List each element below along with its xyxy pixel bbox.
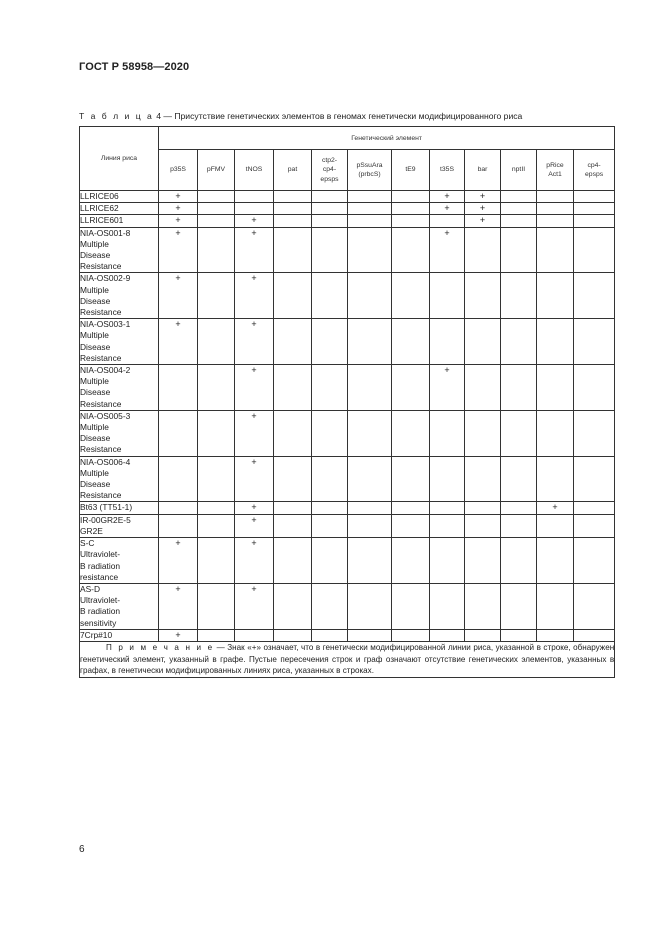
presence-cell bbox=[198, 514, 235, 537]
line-name-cell bbox=[80, 227, 159, 273]
presence-cell bbox=[159, 502, 198, 514]
presence-cell bbox=[198, 215, 235, 227]
element-column-header bbox=[198, 150, 235, 191]
presence-cell bbox=[312, 514, 348, 537]
line-name-text: Disease bbox=[80, 387, 111, 398]
presence-cell: + bbox=[235, 319, 274, 365]
line-name-cell bbox=[80, 203, 159, 215]
presence-cell bbox=[537, 410, 574, 456]
presence-cell bbox=[392, 583, 430, 629]
presence-cell bbox=[537, 227, 574, 273]
genetic-elements-table bbox=[79, 126, 615, 678]
presence-cell bbox=[392, 227, 430, 273]
table-row bbox=[80, 538, 615, 584]
line-name-cell bbox=[80, 514, 159, 537]
line-name-text: Disease bbox=[80, 341, 111, 352]
line-name-text: Multiple bbox=[80, 284, 109, 295]
table-row bbox=[80, 410, 615, 456]
presence-cell bbox=[537, 456, 574, 502]
line-name-text: B radiation bbox=[80, 560, 121, 571]
presence-cell bbox=[537, 583, 574, 629]
presence-cell bbox=[574, 410, 615, 456]
presence-cell bbox=[501, 538, 537, 584]
presence-cell bbox=[537, 215, 574, 227]
presence-cell bbox=[274, 583, 312, 629]
presence-cell bbox=[574, 203, 615, 215]
line-name-text: NIA-OS003-1 bbox=[80, 319, 131, 330]
presence-cell bbox=[392, 273, 430, 319]
line-name-cell bbox=[80, 410, 159, 456]
presence-cell: + bbox=[235, 215, 274, 227]
caption-label: Т а б л и ц а bbox=[79, 111, 154, 121]
presence-cell bbox=[159, 514, 198, 537]
presence-cell bbox=[198, 629, 235, 641]
presence-cell bbox=[274, 629, 312, 641]
presence-cell bbox=[465, 410, 501, 456]
element-column-header bbox=[274, 150, 312, 191]
presence-cell bbox=[537, 203, 574, 215]
element-column-header bbox=[430, 150, 465, 191]
line-name-text: Resistance bbox=[80, 261, 122, 272]
presence-cell bbox=[465, 502, 501, 514]
line-name-text: 7Crp#10 bbox=[80, 629, 113, 640]
table-row bbox=[80, 227, 615, 273]
presence-cell bbox=[198, 227, 235, 273]
line-name-text: AS-D bbox=[80, 583, 101, 594]
column-header-text: (prbcS) bbox=[358, 171, 381, 178]
presence-cell bbox=[430, 456, 465, 502]
presence-cell bbox=[430, 215, 465, 227]
presence-cell: + bbox=[235, 273, 274, 319]
line-name-text: Disease bbox=[80, 295, 111, 306]
column-header-text: pat bbox=[287, 166, 298, 174]
presence-cell: + bbox=[159, 583, 198, 629]
table-row bbox=[80, 583, 615, 629]
presence-cell bbox=[501, 227, 537, 273]
presence-cell bbox=[430, 273, 465, 319]
presence-cell bbox=[574, 319, 615, 365]
presence-cell bbox=[574, 629, 615, 641]
presence-cell bbox=[312, 273, 348, 319]
presence-cell bbox=[574, 583, 615, 629]
presence-cell bbox=[312, 410, 348, 456]
element-group-header: Генетический элемент bbox=[159, 127, 615, 150]
presence-cell bbox=[159, 365, 198, 411]
line-name-text: LLRICE601 bbox=[80, 215, 124, 226]
note-label: П р и м е ч а н и е bbox=[106, 642, 215, 652]
presence-cell bbox=[159, 456, 198, 502]
line-name-text: Resistance bbox=[80, 490, 122, 501]
presence-cell: + bbox=[159, 203, 198, 215]
line-name-text: Ultraviolet- bbox=[80, 549, 121, 560]
presence-cell bbox=[274, 191, 312, 203]
table-row bbox=[80, 365, 615, 411]
presence-cell bbox=[392, 365, 430, 411]
line-name-text: Bt63 (TT51-1) bbox=[80, 502, 133, 513]
presence-cell bbox=[312, 629, 348, 641]
presence-cell bbox=[274, 456, 312, 502]
presence-cell bbox=[465, 319, 501, 365]
line-name-cell bbox=[80, 319, 159, 365]
presence-cell bbox=[574, 227, 615, 273]
element-column-header bbox=[348, 150, 392, 191]
presence-cell bbox=[501, 191, 537, 203]
presence-cell bbox=[537, 629, 574, 641]
presence-cell bbox=[574, 514, 615, 537]
presence-cell: + bbox=[159, 227, 198, 273]
standard-designation: ГОСТ Р 58958—2020 bbox=[79, 61, 190, 73]
presence-cell bbox=[274, 203, 312, 215]
presence-cell bbox=[348, 538, 392, 584]
presence-cell bbox=[198, 191, 235, 203]
presence-cell bbox=[198, 583, 235, 629]
presence-cell bbox=[430, 319, 465, 365]
presence-cell: + bbox=[159, 273, 198, 319]
presence-cell bbox=[348, 456, 392, 502]
presence-cell bbox=[235, 191, 274, 203]
presence-cell: + bbox=[430, 227, 465, 273]
presence-cell: + bbox=[430, 191, 465, 203]
line-name-cell bbox=[80, 365, 159, 411]
presence-cell bbox=[501, 456, 537, 502]
presence-cell bbox=[274, 319, 312, 365]
presence-cell: + bbox=[235, 456, 274, 502]
line-name-text: IR-00GR2E-5 bbox=[80, 514, 131, 525]
table-caption bbox=[79, 111, 522, 121]
line-name-text: B radiation bbox=[80, 606, 121, 617]
presence-cell bbox=[392, 319, 430, 365]
line-name-text: Disease bbox=[80, 433, 111, 444]
line-name-text: S-C bbox=[80, 538, 95, 549]
presence-cell bbox=[312, 538, 348, 584]
presence-cell bbox=[312, 583, 348, 629]
presence-cell bbox=[198, 538, 235, 584]
line-name-text: Ultraviolet- bbox=[80, 595, 121, 606]
presence-cell: + bbox=[235, 583, 274, 629]
presence-cell bbox=[235, 629, 274, 641]
line-name-text: Disease bbox=[80, 479, 111, 490]
table-row bbox=[80, 319, 615, 365]
line-name-text: resistance bbox=[80, 571, 119, 582]
column-header-text: bar bbox=[477, 166, 488, 174]
column-header-text: tNOS bbox=[245, 166, 263, 174]
presence-cell bbox=[348, 227, 392, 273]
line-name-text: NIA-OS006-4 bbox=[80, 456, 131, 467]
line-name-text: Resistance bbox=[80, 307, 122, 318]
presence-cell bbox=[501, 365, 537, 411]
presence-cell: + bbox=[159, 319, 198, 365]
presence-cell bbox=[312, 191, 348, 203]
line-name-text: Multiple bbox=[80, 330, 109, 341]
presence-cell bbox=[392, 203, 430, 215]
line-name-text: NIA-OS005-3 bbox=[80, 410, 131, 421]
presence-cell: + bbox=[159, 629, 198, 641]
presence-cell bbox=[537, 538, 574, 584]
presence-cell bbox=[537, 273, 574, 319]
column-header-text: pFMV bbox=[206, 166, 226, 174]
presence-cell: + bbox=[465, 203, 501, 215]
presence-cell bbox=[465, 514, 501, 537]
presence-cell bbox=[274, 502, 312, 514]
presence-cell bbox=[198, 365, 235, 411]
table-row bbox=[80, 514, 615, 537]
line-name-text: Disease bbox=[80, 250, 111, 261]
presence-cell bbox=[235, 203, 274, 215]
line-name-text: Multiple bbox=[80, 376, 109, 387]
presence-cell bbox=[430, 538, 465, 584]
presence-cell bbox=[501, 203, 537, 215]
presence-cell bbox=[312, 203, 348, 215]
presence-cell: + bbox=[159, 538, 198, 584]
presence-cell bbox=[465, 629, 501, 641]
presence-cell bbox=[430, 583, 465, 629]
line-name-text: Multiple bbox=[80, 422, 109, 433]
presence-cell bbox=[501, 583, 537, 629]
presence-cell bbox=[392, 456, 430, 502]
line-name-text: NIA-OS002-9 bbox=[80, 273, 131, 284]
table-row bbox=[80, 191, 615, 203]
line-name-cell bbox=[80, 456, 159, 502]
presence-cell bbox=[274, 215, 312, 227]
presence-cell bbox=[348, 191, 392, 203]
presence-cell: + bbox=[235, 502, 274, 514]
presence-cell: + bbox=[537, 502, 574, 514]
element-column-header bbox=[501, 150, 537, 191]
presence-cell bbox=[274, 227, 312, 273]
presence-cell bbox=[574, 502, 615, 514]
presence-cell bbox=[465, 538, 501, 584]
note-text: — Знак «+» означает, что в генетически модифицированной линии риса, указанной в строке, обнаружен генетический элемент, указанный в графе. Пустые пересечения строк и граф означают отсутствие генетических элементов, указанных в графах, в генетически модифицированных линиях риса, указанных в строках. bbox=[80, 642, 615, 676]
line-name-text: NIA-OS001-8 bbox=[80, 227, 131, 238]
presence-cell bbox=[430, 629, 465, 641]
element-column-header bbox=[465, 150, 501, 191]
presence-cell bbox=[312, 456, 348, 502]
presence-cell bbox=[198, 319, 235, 365]
presence-cell bbox=[274, 273, 312, 319]
line-name-cell bbox=[80, 273, 159, 319]
line-name-text: Resistance bbox=[80, 352, 122, 363]
presence-cell bbox=[465, 365, 501, 411]
presence-cell bbox=[348, 583, 392, 629]
line-name-cell bbox=[80, 215, 159, 227]
presence-cell bbox=[537, 365, 574, 411]
presence-cell bbox=[348, 215, 392, 227]
line-name-text: NIA-OS004-2 bbox=[80, 365, 131, 376]
presence-cell bbox=[198, 203, 235, 215]
line-name-text: Multiple bbox=[80, 467, 109, 478]
presence-cell bbox=[274, 514, 312, 537]
presence-cell bbox=[348, 203, 392, 215]
presence-cell bbox=[501, 629, 537, 641]
presence-cell bbox=[312, 319, 348, 365]
presence-cell: + bbox=[159, 191, 198, 203]
presence-cell bbox=[312, 502, 348, 514]
element-column-header bbox=[312, 150, 348, 191]
presence-cell bbox=[465, 227, 501, 273]
column-header-text: cp4- bbox=[587, 161, 601, 169]
presence-cell: + bbox=[430, 365, 465, 411]
presence-cell: + bbox=[465, 215, 501, 227]
presence-cell bbox=[159, 410, 198, 456]
element-column-header bbox=[159, 150, 198, 191]
presence-cell: + bbox=[430, 203, 465, 215]
line-name-text: LLRICE62 bbox=[80, 203, 119, 214]
line-name-text: Multiple bbox=[80, 238, 109, 249]
presence-cell bbox=[348, 273, 392, 319]
presence-cell bbox=[574, 273, 615, 319]
element-column-header bbox=[392, 150, 430, 191]
presence-cell bbox=[274, 410, 312, 456]
column-header-text: pSsuAra bbox=[356, 161, 383, 169]
column-header-text: t35S bbox=[440, 166, 454, 174]
presence-cell bbox=[348, 410, 392, 456]
presence-cell bbox=[274, 365, 312, 411]
column-header-text: p35S bbox=[170, 166, 186, 174]
table-row bbox=[80, 215, 615, 227]
table-body bbox=[80, 191, 615, 642]
presence-cell bbox=[392, 538, 430, 584]
line-name-text: Resistance bbox=[80, 444, 122, 455]
presence-cell bbox=[348, 319, 392, 365]
presence-cell bbox=[574, 538, 615, 584]
presence-cell bbox=[501, 273, 537, 319]
caption-text: — Присутствие генетических элементов в геномах генетически модифицированного риса bbox=[163, 111, 523, 121]
presence-cell bbox=[348, 365, 392, 411]
line-name-cell bbox=[80, 629, 159, 641]
presence-cell: + bbox=[235, 538, 274, 584]
column-header-text: epsps bbox=[585, 171, 604, 178]
presence-cell bbox=[465, 456, 501, 502]
table-note bbox=[80, 641, 615, 677]
presence-cell bbox=[574, 365, 615, 411]
line-name-text: sensitivity bbox=[80, 617, 117, 628]
presence-cell bbox=[392, 191, 430, 203]
element-column-header bbox=[537, 150, 574, 191]
presence-cell bbox=[198, 456, 235, 502]
line-name-cell bbox=[80, 502, 159, 514]
presence-cell bbox=[198, 502, 235, 514]
table-row bbox=[80, 203, 615, 215]
presence-cell bbox=[574, 456, 615, 502]
line-name-cell bbox=[80, 583, 159, 629]
element-column-header bbox=[574, 150, 615, 191]
presence-cell bbox=[392, 502, 430, 514]
table-row bbox=[80, 629, 615, 641]
presence-cell bbox=[430, 514, 465, 537]
presence-cell bbox=[312, 215, 348, 227]
presence-cell: + bbox=[235, 227, 274, 273]
presence-cell: + bbox=[235, 410, 274, 456]
presence-cell: + bbox=[235, 514, 274, 537]
table-row bbox=[80, 502, 615, 514]
presence-cell bbox=[501, 215, 537, 227]
note-row bbox=[80, 641, 615, 677]
presence-cell bbox=[501, 319, 537, 365]
page-number: 6 bbox=[79, 844, 85, 855]
line-name-text: LLRICE06 bbox=[80, 191, 119, 201]
presence-cell bbox=[392, 410, 430, 456]
presence-cell bbox=[501, 514, 537, 537]
line-name-text: GR2E bbox=[80, 525, 103, 536]
presence-cell bbox=[198, 273, 235, 319]
presence-cell bbox=[465, 583, 501, 629]
presence-cell: + bbox=[159, 215, 198, 227]
presence-cell bbox=[574, 191, 615, 203]
presence-cell bbox=[392, 215, 430, 227]
caption-number: 4 bbox=[156, 111, 161, 121]
presence-cell bbox=[537, 191, 574, 203]
presence-cell bbox=[392, 514, 430, 537]
column-header-text: epsps bbox=[320, 175, 339, 183]
presence-cell bbox=[198, 410, 235, 456]
presence-cell bbox=[574, 215, 615, 227]
presence-cell bbox=[501, 502, 537, 514]
column-header-text: pRice bbox=[546, 161, 564, 169]
presence-cell bbox=[537, 514, 574, 537]
presence-cell bbox=[465, 273, 501, 319]
presence-cell bbox=[312, 227, 348, 273]
line-name-text: Resistance bbox=[80, 398, 122, 409]
presence-cell bbox=[274, 538, 312, 584]
presence-cell bbox=[348, 502, 392, 514]
line-column-header: Линия риса bbox=[80, 127, 159, 191]
presence-cell bbox=[501, 410, 537, 456]
table-row bbox=[80, 273, 615, 319]
presence-cell bbox=[312, 365, 348, 411]
line-name-cell bbox=[80, 538, 159, 584]
presence-cell bbox=[348, 629, 392, 641]
column-header-text: ctp2- bbox=[321, 156, 338, 164]
column-header-text: tE9 bbox=[405, 166, 416, 174]
presence-cell bbox=[430, 410, 465, 456]
column-header-text: nptII bbox=[511, 166, 526, 174]
presence-cell bbox=[348, 514, 392, 537]
column-header-text: cp4- bbox=[322, 166, 337, 174]
presence-cell: + bbox=[235, 365, 274, 411]
column-header-text: Act1 bbox=[548, 171, 562, 178]
presence-cell bbox=[430, 502, 465, 514]
table-row bbox=[80, 456, 615, 502]
presence-cell bbox=[537, 319, 574, 365]
column-header-row bbox=[80, 150, 615, 191]
element-column-header bbox=[235, 150, 274, 191]
presence-cell: + bbox=[465, 191, 501, 203]
line-name-cell bbox=[80, 191, 159, 203]
presence-cell bbox=[392, 629, 430, 641]
